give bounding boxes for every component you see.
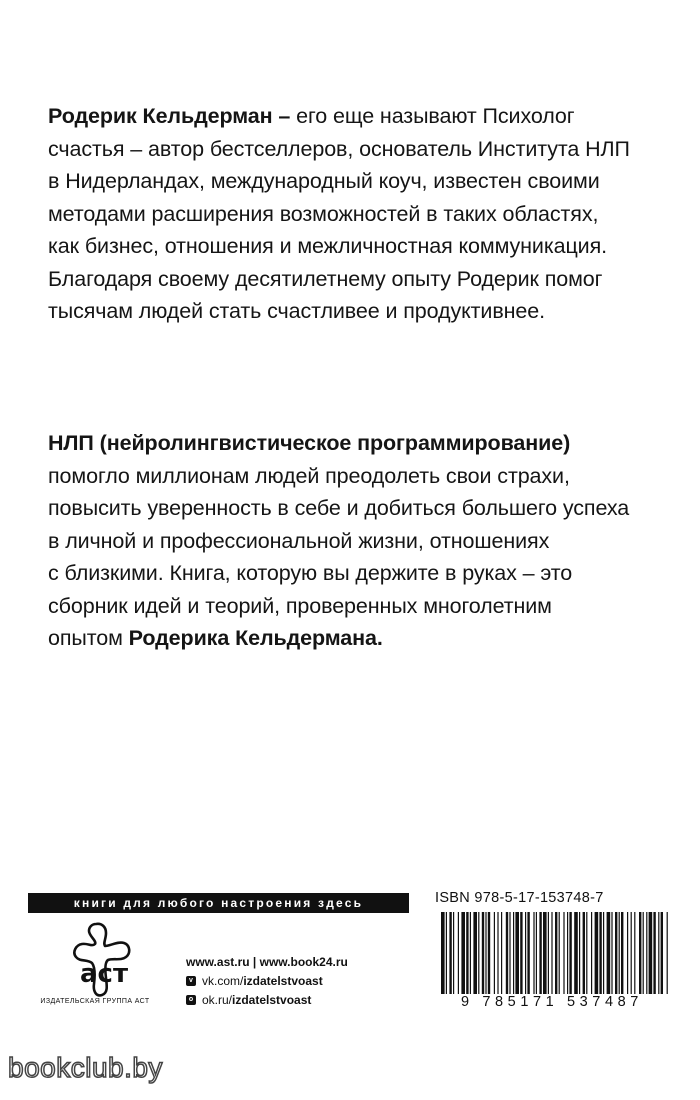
barcode	[427, 912, 677, 1004]
description-line: с близкими. Книга, которую вы держите в руках – это	[48, 561, 573, 585]
bio-line: Благодаря своему десятилетнему опыту Родерик помог	[48, 266, 603, 291]
bio-line: как бизнес, отношения и межличностная коммуникация.	[48, 234, 608, 258]
bio-line: Родерик Кельдерман – его еще называют Психолог	[48, 104, 575, 128]
description-line: опытом Родерика Кельдермана.	[48, 626, 383, 650]
website-links	[186, 952, 348, 971]
website-link-ast[interactable]: www.ast.ru	[186, 954, 250, 969]
description-heading: НЛП (нейролингвистическое программирование)	[48, 431, 571, 455]
barcode-digits: 9 785171 537487	[427, 994, 677, 1010]
description-line: помогло миллионам людей преодолеть свои страхи,	[48, 463, 570, 488]
ok-link[interactable]: o ok.ru/ izdatelstvoast	[186, 990, 348, 1009]
vk-link[interactable]: v vk.com/ izdatelstvoast	[186, 971, 348, 990]
bio-line: методами расширения возможностей в таких областях,	[48, 201, 599, 226]
description-line: повысить уверенность в себе и добиться большего успеха	[48, 496, 630, 520]
publisher-logo	[30, 922, 160, 1012]
vk-icon: v	[186, 976, 196, 986]
publisher-slogan-banner: книги для любого настроения здесь	[28, 893, 409, 913]
isbn-block	[427, 890, 677, 1020]
bio-line: в Нидерландах, международный коуч, известен своими	[48, 169, 600, 193]
publisher-links	[186, 952, 348, 1009]
description-line: сборник идей и теорий, проверенных многолетним	[48, 593, 552, 618]
publisher-caption: ИЗДАТЕЛЬСКАЯ ГРУППА АСТ	[40, 998, 150, 1005]
logo-lettering: аст	[80, 959, 129, 989]
ast-logo-icon	[58, 922, 134, 998]
bio-line: тысячам людей стать счастливее и продуктивнее.	[48, 299, 546, 323]
bio-line: счастья – автор бестселлеров, основатель Института НЛП	[48, 136, 630, 161]
description-line: в личной и профессиональной жизни, отношениях	[48, 528, 550, 553]
isbn-label: ISBN 978-5-17-153748-7	[435, 890, 604, 906]
author-bio-paragraph	[48, 100, 628, 328]
link-separator: |	[249, 954, 260, 969]
ok-icon: o	[186, 995, 196, 1005]
book-description-paragraph	[48, 427, 628, 655]
website-link-book24[interactable]: www.book24.ru	[259, 954, 348, 969]
watermark: bookclub.by	[8, 1052, 163, 1083]
